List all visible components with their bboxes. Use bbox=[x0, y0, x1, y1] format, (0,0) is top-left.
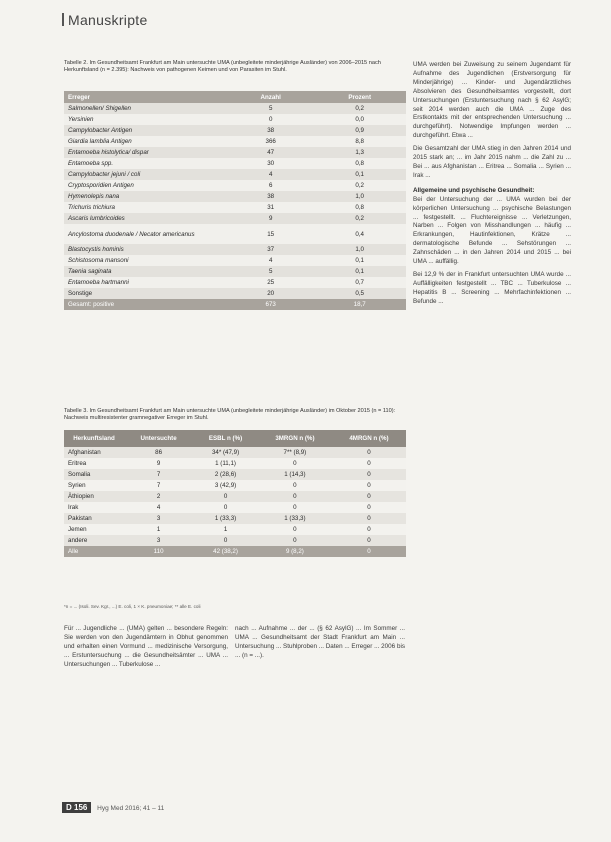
table-row: Trichuris trichiura 31 0,8 bbox=[64, 202, 406, 213]
table2-caption: Tabelle 3. Im Gesundheitsamt Frankfurt am Main untersuchte UMA (unbegleitete minderjährige Ausländer) im Oktober 2015 (n = 110): Nachweis multiresistenter gramnegativer Erreger im Stuhl. bbox=[64, 408, 396, 421]
col-header: 3MRGN n (%) bbox=[258, 430, 332, 447]
col-header: Untersuchte bbox=[124, 430, 193, 447]
paragraph: Für ... Jugendliche ... (UMA) gelten ... besondere Regeln: Sie werden von den Jugendämtern in Obhut genommen und erhalten einen Vormund ... medizinische Versorgung, ... Erstuntersuchung ... die Gesundheitsämter ... UMA ... Untersuchungen ... Tuberkulose ... bbox=[64, 625, 228, 668]
col-header: ESBL n (%) bbox=[193, 430, 258, 447]
table-row: Ascaris lumbricoides 9 0,2 bbox=[64, 213, 406, 224]
paragraph: UMA werden bei Zuweisung zu seinem Jugendamt für Aufnahme des Jugendlichen (Erstversorgung für Minderjährige) ... Kinder- und Jugendärztliches Absolvieren des Gesundheitsamtes vorgestellt, dort Untersuchungen (Erstuntersuchung nach § 62 AsylG; seit 2014 werden auch die UMA ... Zuge des Erstkontakts mit der entsprechenden Untersuchung ... durchgeführt). Notwendige Impfungen werden ... durchgeführt. Etwa ... bbox=[413, 61, 571, 140]
table-row: Campylobacter jejuni / coli 4 0,1 bbox=[64, 169, 406, 180]
table-row: Syrien 7 3 (42,9) 0 0 bbox=[64, 480, 406, 491]
table-row: Pakistan 3 1 (33,3) 1 (33,3) 0 bbox=[64, 513, 406, 524]
table-row: Jemen 1 1 0 0 bbox=[64, 524, 406, 535]
mrgn-table bbox=[64, 430, 406, 557]
journal-ref: Hyg Med 2016; 41 – 11 bbox=[97, 805, 165, 812]
table-row: Äthiopien 2 0 0 0 bbox=[64, 491, 406, 502]
table-row: Ancylostoma duodenale / Necator americanus 15 0,4 bbox=[64, 224, 406, 244]
table-row: Schistosoma mansoni 4 0,1 bbox=[64, 255, 406, 266]
paragraph: Bei der Untersuchung der ... UMA wurden bei der körperlichen Untersuchung ... psychische Belastungen ... festgestellt. ... Fluchtereignisse ... Verletzungen, Narben ... Folgen von Misshandlungen ... häufig ... Erkrankungen, Hautinfektionen, Krätze ... dermatologische Befunde ... Sehstörungen ... Zahnschäden ... in den Jahren 2014 und 2015 ... bei UMA ... auffällig. bbox=[413, 195, 571, 266]
table-row: Yersinien 0 0,0 bbox=[64, 114, 406, 125]
table-row: Giardia lamblia Antigen 366 8,8 bbox=[64, 136, 406, 147]
table-total-row: Gesamt: positive 673 18,7 bbox=[64, 299, 406, 310]
section-bar-icon bbox=[62, 13, 64, 26]
col-header: 4MRGN n (%) bbox=[332, 430, 406, 447]
table-row: Campylobacter Antigen 38 0,9 bbox=[64, 125, 406, 136]
bottom-middle-text bbox=[235, 625, 405, 661]
subheading: Allgemeine und psychische Gesundheit: bbox=[413, 186, 535, 194]
table-row: Entamoeba hartmanni 25 0,7 bbox=[64, 277, 406, 288]
page-number: D 156 bbox=[62, 802, 91, 813]
table-row: Sonstige 20 0,5 bbox=[64, 288, 406, 299]
page-footer bbox=[62, 803, 164, 812]
table-row: Salmonellen/ Shigellen 5 0,2 bbox=[64, 103, 406, 114]
paragraph: Bei 12,9 % der in Frankfurt untersuchten UMA wurde ... Auffälligkeiten festgestellt ... TBC ... Tuberkulose ... Hepatitis B ... Screening ... Mehrfachinfektionen ... Befunde ... bbox=[413, 270, 571, 305]
table-row: Irak 4 0 0 0 bbox=[64, 502, 406, 513]
section-title: Manuskripte bbox=[62, 12, 148, 28]
table-total-row: Alle 110 42 (38,2) 9 (8,2) 0 bbox=[64, 546, 406, 557]
col-header: Prozent bbox=[313, 91, 406, 103]
table2-footnote: *n = ... (Isoli. Sev. Kgr., ...) E. coli, 1 × K. pneumoniae; ** alle E. coli bbox=[64, 604, 201, 609]
table-row: Blastocystis hominis 37 1,0 bbox=[64, 244, 406, 255]
col-header: Herkunftsland bbox=[64, 430, 124, 447]
table-row: Afghanistan 86 34* (47,9) 7** (8,9) 0 bbox=[64, 447, 406, 458]
table-row: Entamoeba histolytica/ dispar 47 1,3 bbox=[64, 147, 406, 158]
paragraph: nach ... Aufnahme ... der ... (§ 62 AsylG) ... Im Sommer ... UMA ... Gesundheitsamt der Stadt Frankfurt am Main ... Untersuchung ... Stuhlproben ... Daten ... Erreger ... 2006 bis ... (n = ...). bbox=[235, 625, 405, 659]
table-row: Taenia saginata 5 0,1 bbox=[64, 266, 406, 277]
bottom-left-text bbox=[64, 625, 228, 670]
table-row: Somalia 7 2 (28,6) 1 (14,3) 0 bbox=[64, 469, 406, 480]
col-header: Erreger bbox=[64, 91, 228, 103]
col-header: Anzahl bbox=[228, 91, 313, 103]
pathogen-table bbox=[64, 91, 406, 310]
table1-caption: Tabelle 2. Im Gesundheitsamt Frankfurt am Main untersuchte UMA (unbegleitete minderjährige Ausländer) von 2006–2015 nach Herkunftsland (n = 2.395): Nachweis von pathogenen Keimen und von Parasiten im Stuhl. bbox=[64, 60, 381, 73]
right-column-text bbox=[413, 61, 571, 307]
table-row: Hymenolepis nana 38 1,0 bbox=[64, 191, 406, 202]
paragraph: Die Gesamtzahl der UMA stieg in den Jahren 2014 und 2015 stark an; ... im Jahr 2015 nahm ... die Zahl zu ... Bei ... aus Afghanistan ... Eritrea ... Somalia ... Syrien ... Irak ... bbox=[413, 145, 571, 179]
table-row: Entamoeba spp. 30 0,8 bbox=[64, 158, 406, 169]
table-row: andere 3 0 0 0 bbox=[64, 535, 406, 546]
table-row: Eritrea 9 1 (11,1) 0 0 bbox=[64, 458, 406, 469]
table-row: Cryptosporidien Antigen 6 0,2 bbox=[64, 180, 406, 191]
